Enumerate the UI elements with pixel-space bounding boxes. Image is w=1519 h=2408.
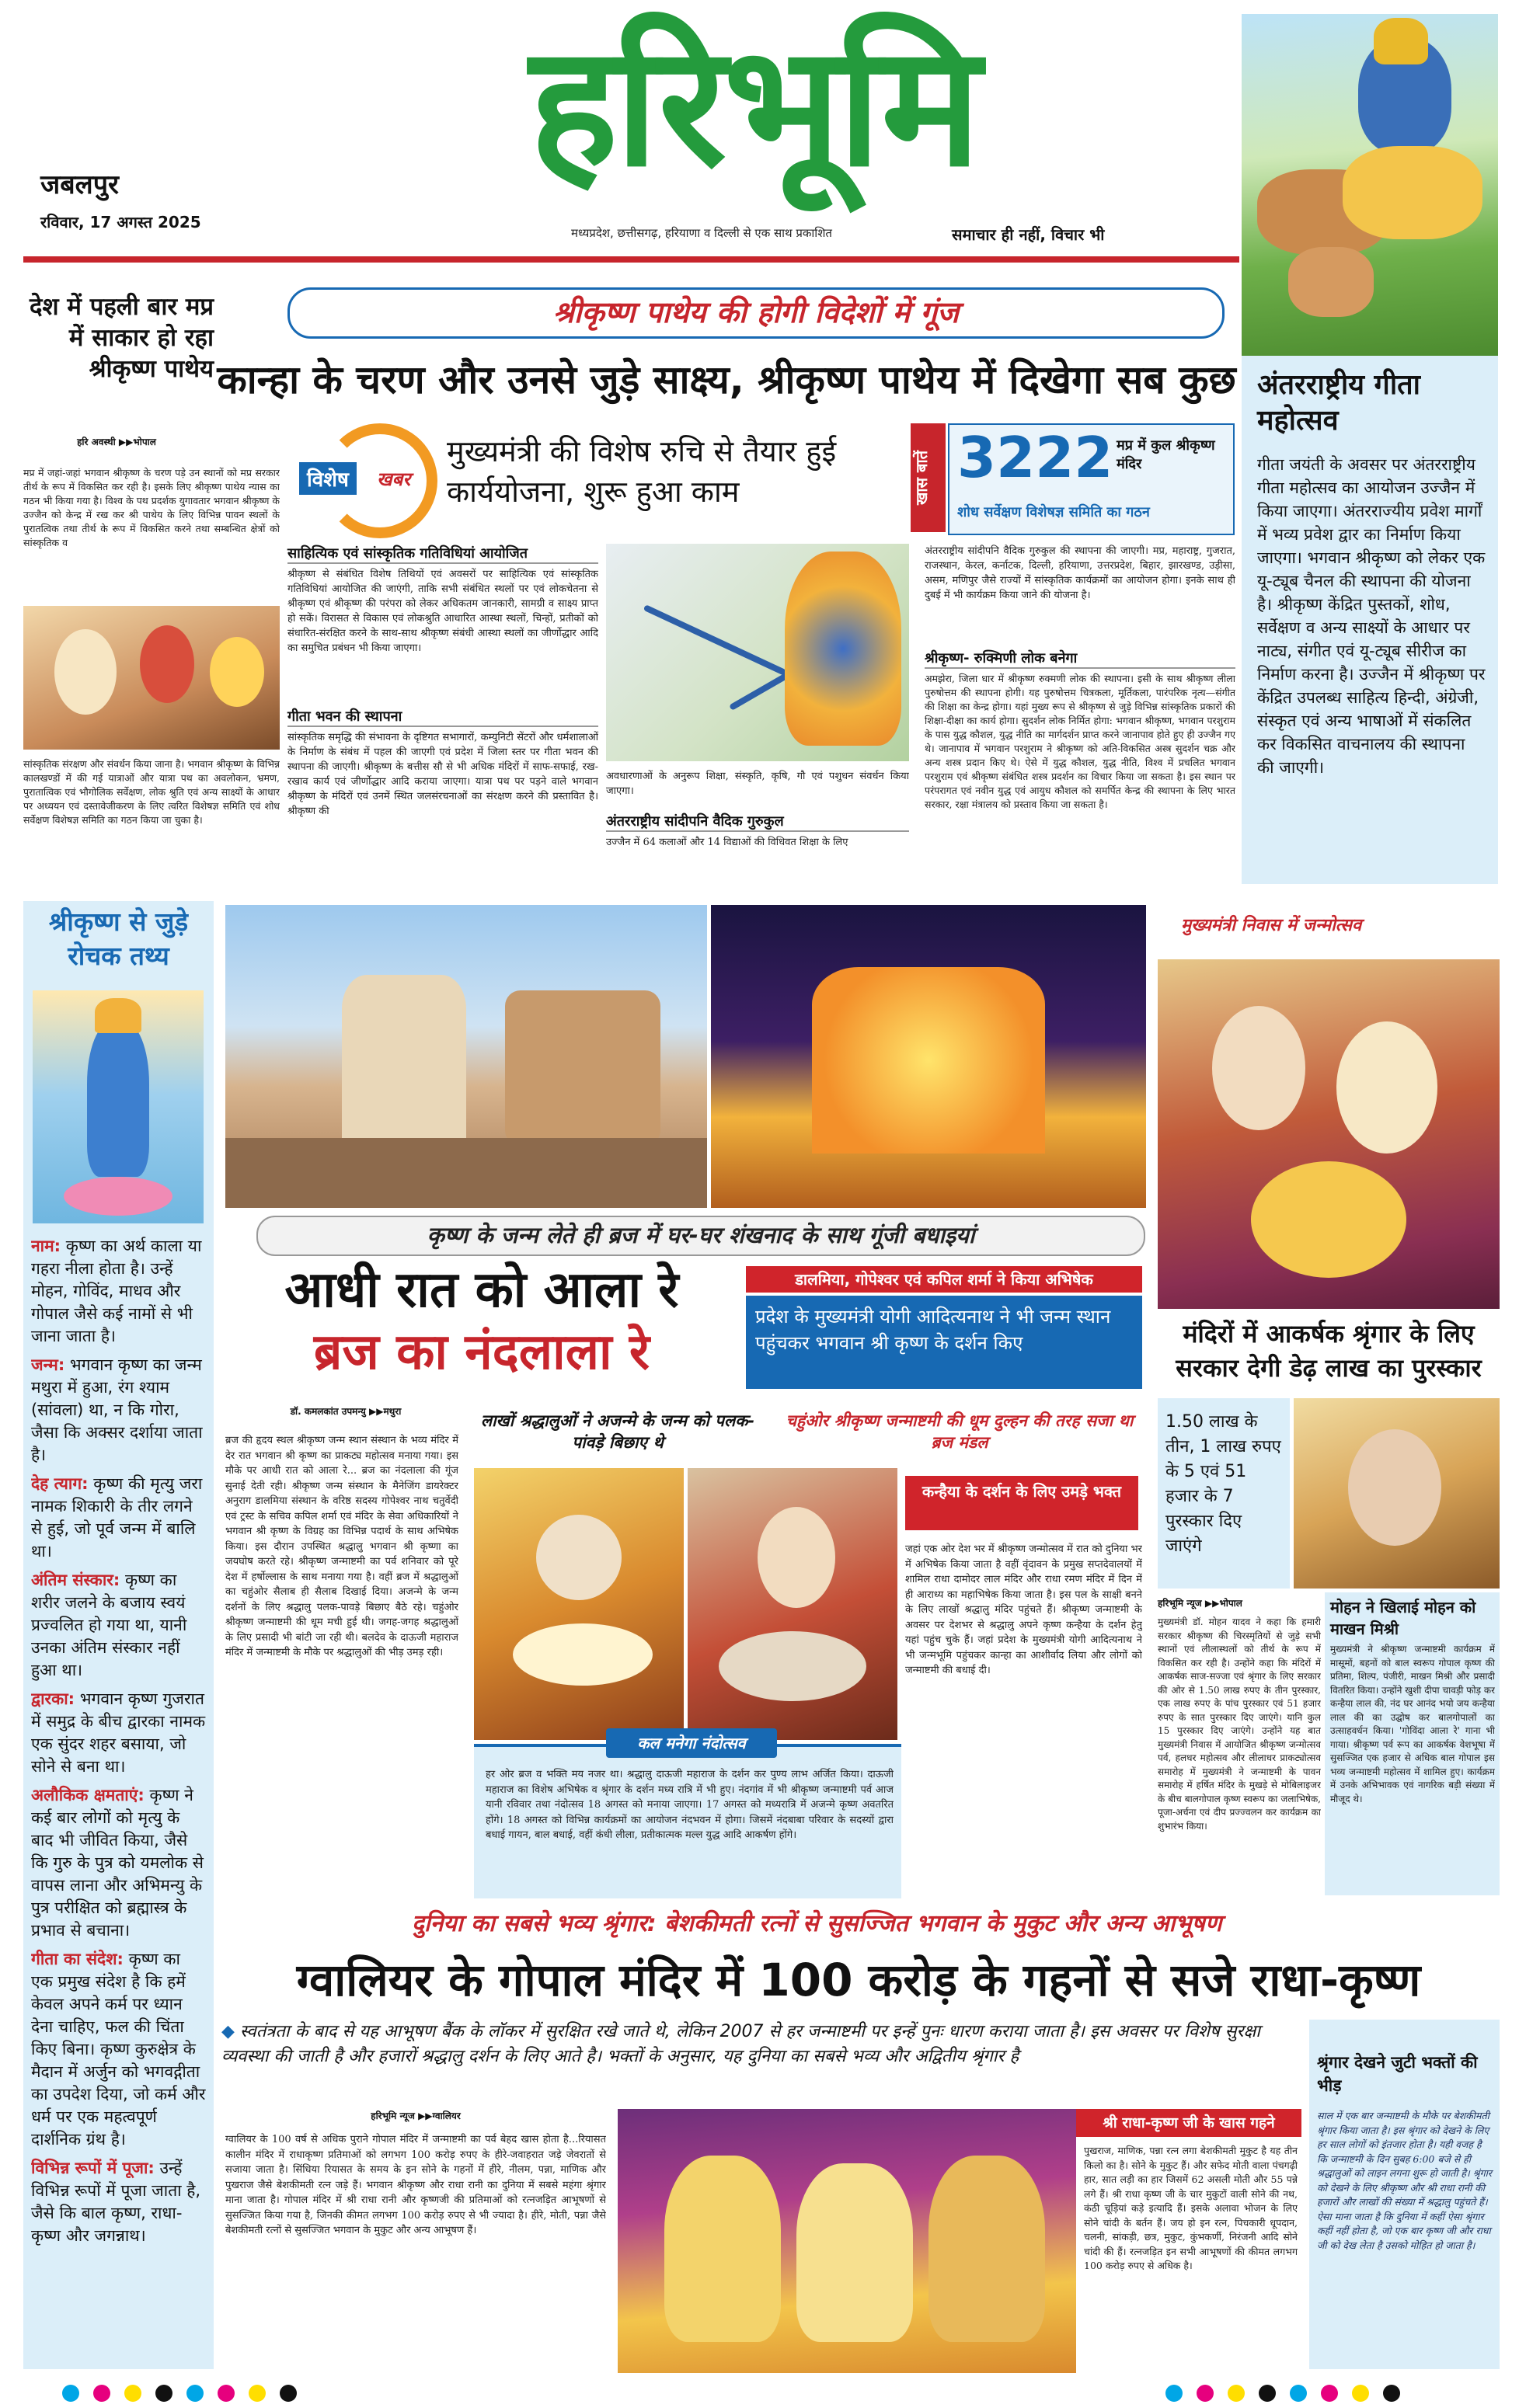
- masthead-logo: हरिभूमि: [529, 9, 978, 204]
- sec2-heading: गीता भवन की स्थापना: [287, 707, 598, 727]
- gita-body: गीता जयंती के अवसर पर अंतरराष्ट्रीय गीता महोत्सव का आयोजन उज्जैन में किया जाएगा। अंतरराज्यीय प्रवेश मार्गों में भव्य प्रवेश द्वार का निर्माण किया जाएगा। भगवान श्रीकृष्ण को लेकर एक यू-ट्यूब चैनल की स्थापना की योजना है। श्रीकृष्ण केंद्रित पुस्तकों, शोध, सर्वेक्षण व अन्य साक्ष्यों के आधार पर नाट्य, संगीत एवं यू-ट्यूब सीरीज का निर्माण करना है। उज्जैन में श्रीकृष्ण पर केंद्रित उपलब्ध साहित्य हिन्दी, अंग्रेजी, संस्कृत एवं अन्य भाषाओं में संकलित कर विकसित वाचनालय की स्थापना की जाएगी।: [1257, 455, 1486, 777]
- fact-item: अंतिम संस्कार: कृष्ण का शरीर जलने के बजाय स्वयं प्रज्वलित हो गया था, यानी उनका अंतिम संस्कार नहीं हुआ था।: [31, 1571, 187, 1679]
- sec1-heading: साहित्यिक एवं सांस्कृतिक गतिविधियां आयोजित: [287, 544, 598, 564]
- photo-tag-1: लाखों श्रद्धालुओं ने अजन्मे के जन्म को पलक-पांवड़े बिछाए थे: [480, 1411, 755, 1452]
- krishna-cow-photo: [1242, 14, 1498, 356]
- gita-title: अंतरराष्ट्रीय गीता महोत्सव: [1257, 369, 1420, 437]
- cm-body: मुख्यमंत्री डॉ. मोहन यादव ने कहा कि हमारी सरकार श्रीकृष्ण की चिरस्मृतियों से जुड़े सभी स्थानों एवं लीलास्थलों को तीर्थ के रूप में विकसित कर रही है। उन्होंने कहा कि मंदिरों में आकर्षक साज-सज्जा एवं श्रृंगार के लिए सरकार की ओर से 1.50 लाख रुपए के तीन पुरस्कार, एक लाख रुपए के पांच पुरस्कार एवं 51 हजार रुपए के सात पुरस्कार दिए जाएंगे। यानि कुल 15 पुरस्कार दिए जाएंगे। उन्होंने यह बात मुख्यमंत्री निवास में आयोजित श्रीकृष्ण जन्मोत्सव पर्व, हलधर महोत्सव और लीलाधर प्राकट्योत्सव समारोह में मुख्यमंत्री ने जन्माष्टमी के पावन समारोह में हर्षित मंदिर के मुखड़े से मोबिलाइजर के बीच बालगोपाल कृष्ण स्वरूप का जलाभिषेक, पूजा-अर्चना एवं दीप प्रज्ज्वलन कर कार्यक्रम का शुभारंभ किया।: [1158, 1616, 1321, 1832]
- fact-item: विभिन्न रूपों में पूजा: उन्हें विभिन्न रूपों में पूजा जाता है, जैसे कि बाल कृष्ण, राधा-कृष्ण और जगन्नाथ।: [31, 2159, 201, 2245]
- abhishek-photo-2: [688, 1468, 897, 1740]
- facts-list: [31, 1235, 206, 2369]
- makhan-headline: मोहन ने खिलाई मोहन को माखन मिश्री: [1330, 1598, 1476, 1638]
- temple-night-photo: [711, 905, 1146, 1208]
- mathura-headline-1: आधी रात को आला रे: [284, 1261, 679, 1319]
- cm-janmotsav-photo: [1158, 959, 1500, 1309]
- yogi-box: प्रदेश के मुख्यमंत्री योगी आदित्यनाथ ने भी जन्म स्थान पहुंचकर भगवान श्री कृष्ण के दर्शन किए: [746, 1296, 1142, 1389]
- fact-item: नाम: कृष्ण का अर्थ काला या गहरा नीला होता है। उन्हें मोहन, गोविंद, माधव और गोपाल जैसे कई नामों से भी जाना जाता है।: [31, 1237, 202, 1345]
- masthead-rule: [23, 256, 1239, 263]
- stat-sub: शोध सर्वेक्षण विशेषज्ञ समिति का गठन: [957, 504, 1150, 520]
- fact-item: द्वारका: भगवान कृष्ण गुजरात में समुद्र के बीच द्वारका नामक एक सुंदर शहर बसाया, जो सोने से बना था।: [31, 1689, 206, 1776]
- sec3-body: उज्जैन में 64 कलाओं और 14 विद्याओं की विधिवत शिक्षा के लिए: [606, 837, 848, 848]
- gehne-body: पुखराज, माणिक, पन्ना रत्न लगा बेशकीमती मुकुट है यह तीन किलो का है। सोने के मुकुट हैं। और सफेद मोती वाला पंचगढ़ी हार, सात लड़ी का हार जिसमें 62 असली मोती और 55 पन्ने लगे हैं। श्री राधा कृष्ण जी के चार मुकुटों वाली सोने की नथ, कंठी चूड़ियां कड़े इत्यादि हैं। इसके अलावा भोजन के लिए सोने चांदी के बर्तन हैं। जय हो इन रत्न, पिचकारी धूपदान, चलनी, सांकड़ी, छत्र, मुकुट, कुंभकर्णी, निरंजनी आदि सोने चांदी की हैं। रत्नजड़ित इन सभी आभूषणों की कीमत लगभग 100 करोड़ रुपए से अधिक है।: [1084, 2145, 1298, 2271]
- masthead-slogan: समाचार ही नहीं, विचार भी: [952, 225, 1105, 244]
- left-headline: देश में पहली बार मप्र में साकार हो रहा श्रीकृष्ण पाथेय: [30, 293, 214, 383]
- right-body-1: अंतरराष्ट्रीय सांदीपनि वैदिक गुरुकुल की स्थापना की जाएगी। मप्र, महाराष्ट्र, गुजरात, राजस्थान, केरल, कर्नाटक, दिल्ली, हरियाणा, उत्तरप्रदेश, बिहार, झारखण्ड, उड़ीसा, असम, मणिपुर जैसे राज्यों में सांस्कृतिक कार्यक्रमों का आयोजन होगा। इनके साथ ही दुबई में भी कार्यक्रम किया जाने की योजना है।: [925, 545, 1235, 601]
- vishesh-label: विशेष: [299, 462, 357, 495]
- gwalior-byline: हरिभूमि न्यूज ▶▶ग्वालियर: [371, 2110, 461, 2121]
- mathura-byline: डॉ. कमलकांत उपमन्यु ▶▶मथुरा: [290, 1406, 402, 1417]
- temple-day-photo: [225, 905, 707, 1208]
- gwalior-deck-text: स्वतंत्रता के बाद से यह आभूषण बैंक के लॉकर में सुरक्षित रखे जाते थे, लेकिन 2007 से हर जन्माष्टमी पर इन्हें पुनः धारण कराया जाता है। इस अवसर पर विशेष सुरक्षा व्यवस्था की जाती है और हजारों श्रद्धालु दर्शन के लिए आते है। भक्तों के अनुसार, यह दुनिया का सबसे भव्य और अद्वितीय श्रृंगार है: [221, 2022, 1260, 2066]
- abhishek-tag: डालमिया, गोपेश्वर एवं कपिल शर्मा ने किया अभिषेक: [746, 1266, 1142, 1293]
- edition-date: रविवार, 17 अगस्त 2025: [40, 213, 201, 231]
- top-story-subhead: मुख्यमंत्री की विशेष रुचि से तैयार हुई कार्ययोजना, शुरू हुआ काम: [447, 434, 837, 509]
- edition-city: जबलपुर: [40, 169, 119, 200]
- fact-item: जन्म: भगवान कृष्ण का जन्म मथुरा में हुआ, रंग श्याम (सांवला) था, न कि गोरा, जैसा कि अक्सर दर्शाया जाता है।: [31, 1355, 203, 1464]
- sec1-body: श्रीकृष्ण से संबंधित विशेष तिथियों एवं अवसरों पर साहित्यिक एवं सांस्कृतिक गतिविधियां आयोजित की जाएंगी, ताकि सभी संबंधित स्थलों पर एवं लोकचेतना से श्रीकृष्ण एवं श्रीकृष्ण की परंपरा को लेकर अधिकतम जानकारी, सामग्री व साक्ष्य प्राप्त हो सकें। विरासत से विकास एवं लोकश्रुति आधारित आस्था स्थलों, चिन्हों, प्रतीकों को संधारित-संरक्षित करने के साथ-साथ श्रीकृष्ण संबंधी आस्था स्थलों का जीर्णोद्धार आदि का समुचित प्रबंधन भी किया जाएगा।: [287, 569, 598, 654]
- print-registration-marks-right: [1165, 2385, 1414, 2402]
- nandotsav-body: हर ओर ब्रज व भक्ति मय नजर था। श्रद्धालु दाऊजी महाराज के दर्शन कर पुण्य लाभ अर्जित किया। दाऊजी महाराज का विशेष अभिषेक व श्रृंगार के दर्शन मध्य रात्रि में भी हुए। नंदगांव में भी श्रीकृष्ण जन्माष्टमी पर्व आज यानी रविवार तथा नंदोत्सव 18 अगस्त को मनाया जाएगा। 17 अगस्त को मध्यरात्रि में अजन्मे कृष्ण अवतरित होंगे। 18 अगस्त को विभिन्न कार्यक्रमों का आयोजन नंदभवन में होगा। जिसमें नंदबाबा परिवार के सदस्यों द्वारा बधाई गायन, बाल बधाई, वहीं कंधी लीला, प्रतीकात्मक मल्ल युद्ध आदि आकर्षण होंगे।: [486, 1769, 894, 1841]
- gita-sidebar: [1242, 356, 1498, 884]
- print-registration-marks: [62, 2385, 311, 2402]
- top-story-kicker: श्रीकृष्ण पाथेय की होगी विदेशों में गूंज: [287, 287, 1225, 339]
- cm-house-kicker: मुख्यमंत्री निवास में जन्मोत्सव: [1181, 916, 1362, 935]
- stat-label: मप्र में कुल श्रीकृष्ण मंदिर: [1117, 437, 1215, 472]
- left-body-2: सांस्कृतिक संरक्षण और संवर्धन किया जाना है। भगवान श्रीकृष्ण के विभिन्न कालखण्डों में की गई यात्राओं और यात्रा पथ का अवलोकन, भ्रमण, पुरातात्विक एवं भौगोलिक सर्वेक्षण, लोक श्रुति एवं अन्य साक्ष्यों के आधार पर अध्ययन एवं दस्तावेजीकरण के लिए त्वरित विशेषज्ञ समिति एवं शोध सर्वेक्षण विशेषज्ञ समिति का गठन किया जा चुका है।: [23, 758, 280, 826]
- mathura-body: ब्रज की हृदय स्थल श्रीकृष्ण जन्म स्थान संस्थान के भव्य मंदिर में देर रात भगवान श्री कृष्ण का प्राकट्य महोत्सव मनाया गया। इस मौके पर आधी रात को आला रे... ब्रज का नंदलाला की गूंज सुनाई देती रही। श्रीकृष्ण जन्म संस्थान के मैनेजिंग डायरेक्टर अनुराग डालमिया संस्थान के वरिष्ठ सदस्य गोपेश्वर नाथ चतुर्वेदी एवं ट्रस्ट के सचिव कपिल शर्मा एवं मंदिर के सेवा अधिकारियों ने भगवान श्री कृष्ण के विग्रह का विभिन्न पदार्थ के साथ अभिषेक किया। इस दौरान उपस्थित श्रद्धालु भगवान श्री कृष्णा का जयघोष करते रहे। श्रीकृष्ण जन्माष्टमी का पर्व शनिवार को पूरे देश में हर्षोल्लास के साथ मनाया गया है। वहीं ब्रज में श्रद्धालुओं का चहुंओर सैलाब ही सैलाब दिखाई दिया। अजन्मे के जन्म दर्शनों के लिए श्रद्धालु पलक-पावड़े बिछाए बैठे रहे। चहुंओर श्रीकृष्ण जन्माष्टमी की धूम मची हुई थी। जगह-जगह श्रद्धालुओं के लिए प्रसादी भी बांटी जा रही थी। बलदेव के दाऊजी महाराज मंदिर में जन्माष्टमी के मौके पर श्रद्धालुओं की भीड़ उमड़ रही।: [225, 1435, 458, 1658]
- prize-box: 1.50 लाख के तीन, 1 लाख रुपए के 5 एवं 51 हजार के 7 पुरस्कार दिए जाएंगे: [1158, 1398, 1290, 1589]
- masthead-states: मध्यप्रदेश, छत्तीसगढ़, हरियाणा व दिल्ली से एक साथ प्रकाशित: [571, 226, 832, 240]
- khabar-label: खबर: [377, 468, 411, 490]
- cm-children-photo: [23, 606, 280, 750]
- sec3-heading: अंतरराष्ट्रीय सांदीपनि वैदिक गुरुकुल: [606, 812, 909, 832]
- mathura-kicker: कृष्ण के जन्म लेते ही ब्रज में घर-घर शंखनाद के साथ गूंजी बधाइयां: [256, 1216, 1145, 1256]
- gwalior-headline: ग्वालियर के गोपाल मंदिर में 100 करोड़ के गहनों से सजे राधा-कृष्ण: [296, 1954, 1421, 2006]
- route-map-photo: [606, 544, 909, 761]
- facts-title: श्रीकृष्ण से जुड़े रोचक तथ्य: [48, 906, 189, 971]
- sec2-body: सांस्कृतिक समृद्धि की संभावना के दृष्टिगत सभागारों, कम्युनिटी सेंटरों और धर्मशालाओं के निर्माण के संबंध में पहल की जाएगी एवं प्रदेश में जिला स्तर पर गीता भवन की स्थापना की जाएगी। श्रीकृष्ण के बत्तीस सौ से भी अधिक मंदिरों में साफ-सफाई, रख-रखाव कार्य एवं जीर्णोद्धार आदि कराया जाएगा। यात्रा पथ पर पड़ने वाले भगवान श्रीकृष्ण के मंदिरों एवं उनमें स्थित जलसंरचनाओं का संरक्षण करने की प्रस्तावित है। श्रीकृष्ण की: [287, 732, 598, 817]
- stat-box: [948, 423, 1235, 535]
- mathura-headline-2: ब्रज का नंदलाला रे: [313, 1324, 650, 1381]
- nandotsav-tag: कल मनेगा नंदोत्सव: [606, 1728, 777, 1758]
- kanhaiya-tag: कन्हैया के दर्शन के लिए उमड़े भक्त: [905, 1476, 1138, 1530]
- fact-item: गीता का संदेश: कृष्ण का एक प्रमुख संदेश है कि हमें केवल अपने कर्म पर ध्यान देना चाहिए, फल की चिंता किए बिना। कृष्ण कुरुक्षेत्र के मैदान में अर्जुन को भगवद्गीता का उपदेश दिया, जो कर्म और धर्म पर एक महत्वपूर्ण दार्शनिक ग्रंथ है।: [31, 1950, 206, 2149]
- fact-item: देह त्याग: कृष्ण की मृत्यु जरा नामक शिकारी के तीर लगने से हुई, जो पूर्व जन्म में बालि था।: [31, 1474, 203, 1561]
- cm-byline: हरिभूमि न्यूज ▶▶भोपाल: [1158, 1598, 1242, 1609]
- stat-number: 3222: [957, 425, 1113, 490]
- deck-diamond-icon: ◆: [221, 2022, 235, 2041]
- gwalior-deck: [221, 2020, 1298, 2069]
- side-crowd-body: साल में एक बार जन्माष्टमी के मौके पर बेशकीमती श्रृंगार किया जाता है। इस श्रृंगार को देखने के लिए हर साल लोगों को इंतजार होता है। यही वजह है कि जन्माष्टमी के दिन सुबह 6:00 बजे से ही श्रद्धालुओं को लाइन लगना शुरू हो जाती है। श्रृंगार को देखने के लिए श्रीकृष्ण और श्री राधा रानी की हजारों और लाखों की संख्या में श्रद्धालु पहुंचते हैं। ऐसा माना जाता है कि दुनिया में कहीं ऐसा श्रृंगार कहीं नहीं होता है, जो एक बार कृष्ण जी और राधा जी को देख लेता है उसको मोहित हो जाता है।: [1317, 2110, 1493, 2251]
- gwalior-kicker: दुनिया का सबसे भव्य श्रृंगार: बेशकीमती रत्नों से सुसज्जित भगवान के मुकुट और अन्य आभूषण: [412, 1910, 1222, 1937]
- left-body-1: मप्र में जहां-जहां भगवान श्रीकृष्ण के चरण पड़े उन स्थानों को मप्र सरकार तीर्थ के रूप में विकसित कर रही है। इसके लिए श्रीकृष्ण पाथेय न्यास का गठन भी किया गया है। विश्व के पथ प्रदर्शक युगावतार भगवान श्रीकृष्ण के उज्जैन को केन्द्र में रख कर श्री पाथेय के लिए विभिन्न पावन स्थलों के पुरातत्विक तथा तीर्थ के रूप में विकसित करने तथा सम्बन्धित क्षेत्रों को सांस्कृतिक व: [23, 467, 280, 548]
- gwalior-body: ग्वालियर के 100 वर्ष से अधिक पुराने गोपाल मंदिर में जन्माष्टमी का पर्व बेहद खास होता है...रियासत कालीन मंदिर में राधाकृष्ण प्रतिमाओं को लगभग 100 करोड़ रुपए के हीरे-जवाहरात जड़े जेवरातों से सजाया जाता है। सिंधिया रियासत के समय के इन सोने के गहनों में हीरे, नीलम, पन्ना, माणिक और पुखराज जैसे बेशकीमती रत्न जड़े हैं। भगवान श्रीकृष्ण और राधा रानी का दुनिया में सबसे महंगा श्रृंगार माना जाता है। गोपाल मंदिर में श्री राधा रानी और कृष्णजी की प्रतिमाओं को रत्नजड़ित आभूषणों से सुसज्जित किया गया है, जिनकी कीमत लगभग 100 करोड़ रुपए से भी ज्यादा है। हीरे, मोती, पन्ना जैसे बेशकीमती रत्नों से सुसज्जित भगवान के मुकुट और अन्य आभूषण हैं।: [225, 2134, 606, 2236]
- makhan-body: मुख्यमंत्री ने श्रीकृष्ण जन्माष्टमी कार्यक्रम में मासूमों, बहनों को बाल स्वरूप गोपाल कृष्ण की प्रतिमा, शिल्प, पंजीरी, माखन मिश्री और प्रसादी वितरित किया। उन्होंने खुशी दीपा चावड़ी फोड़ कर कन्हैया लाल की, नंद घर आनंद भयो जय कन्हैया लाल की का उद्घोष कर बालगोपालों का उत्साहवर्धन किया। 'गोविंदा आला रे' गाना भी गाया। श्रीकृष्ण पर्व रूप का आकर्षक वेशभूषा में सुसज्जित एक हजार से अधिक बाल गोपाल इस भव्य जन्माष्टमी महोत्सव में शामिल हुए। कार्यक्रम में उनके अभिभावक एवं नागरिक बड़ी संख्या में मौजूद थे।: [1330, 1644, 1495, 1804]
- krishna-lotus-photo: [33, 990, 204, 1223]
- photo-tag-2: चहुंओर श्रीकृष्ण जन्माष्टमी की धूम दुल्हन की तरह सजा था ब्रज मंडल: [786, 1411, 1134, 1452]
- kanhaiya-body: जहां एक ओर देश भर में श्रीकृष्ण जन्मोत्सव में रात को दुनिया भर में अभिषेक किया जाता है वहीं वृंदावन के प्रमुख सप्तदेवालयों में शामिल राधा दामोदर लाल मंदिर और राधा रमण मंदिर में दिन में ही आराध्य का महाभिषेक किया जाता है। इस पल के साक्षी बनने के लिए लाखों श्रद्धालु मंदिर पहुंचते हैं। श्रीकृष्ण जन्माष्टमी के अवसर पर देशभर से श्रद्धालु अपने कृष्ण कन्हैया के दर्शन हेतु यहां पहुंच चुके हैं। जहां प्रदेश के मुख्यमंत्री योगी आदित्यनाथ ने भी जन्मभूमि पहुंचकर कान्हा का आशीर्वाद लिया और लोगों को जन्माष्टमी की बधाई दी।: [905, 1543, 1142, 1676]
- fact-item: अलौकिक क्षमताएं: कृष्ण ने कई बार लोगों को मृत्यु के बाद भी जीवित किया, जैसे कि गुरु के पुत्र को यमलोक से वापस लाना और अभिमन्यु के पुत्र परीक्षित को ब्रह्मास्त्र के प्रभाव से बचाना।: [31, 1786, 204, 1940]
- sec4-heading: श्रीकृष्ण- रुक्मिणी लोक बनेगा: [925, 649, 1235, 669]
- right-body-2: अमझेरा, जिला धार में श्रीकृष्ण रुक्मणी लोक की स्थापना। इसी के साथ श्रीकृष्ण लीला पुरुषोत्तम की स्थापना होगी। यह पुरुषोत्तम चित्रकला, मूर्तिकला, पारंपरिक नृत्य—संगीत की शिक्षा का केन्द्र होगा। यहां मुख्य रूप से श्रीकृष्ण से जुड़े विभिन्न सांस्कृतिक प्रकारों की शिक्षा-दीक्षा का कार्य होगा। सुदर्शन लोक निर्मित होगा: भगवान श्रीकृष्ण, भगवान परशुराम के पास युद्ध कौशल, युद्ध नीति का मार्गदर्शन प्राप्त करने जानापाव होते हुए ही उज्जैन गए थे। जानापाव में भगवान परशुराम ने श्रीकृष्ण को अति-विकसित अस्त्र सुदर्शन चक्र और अन्य शस्त्र प्रदान किए थे। ऐसे में युद्ध कौशल, युद्ध नीति, विश्व में प्रचलित भगवान परशुराम एवं श्रीकृष्ण संबंधित शस्त्र प्रदर्शन का विचार किया जा सकता है। इस स्थान पर परंपरागत एवं नवीन युद्ध एवं आयुध कौशल को समर्पित केन्द्र की स्थापना के लिए भारत सरकार, रक्षा मंत्रालय को प्रस्ताव किया जा सकता है।: [925, 673, 1235, 810]
- khas-baate-tag: खास बातें: [911, 423, 946, 532]
- cm-idol-photo: [1294, 1398, 1500, 1589]
- left-byline: हरि अवस्थी ▶▶भोपाल: [77, 437, 156, 447]
- vishesh-khabar-badge: [299, 423, 435, 540]
- radha-krishna-jewel-photo: [618, 2109, 1076, 2373]
- abhishek-photo-1: [474, 1468, 684, 1740]
- gehne-tag: श्री राधा-कृष्ण जी के खास गहने: [1076, 2109, 1301, 2137]
- top-story-headline: कान्हा के चरण और उनसे जुड़े साक्ष्य, श्रीकृष्ण पाथेय में दिखेगा सब कुछ: [217, 357, 1236, 402]
- cm-house-headline: मंदिरों में आकर्षक श्रृंगार के लिए सरकार देगी डेढ़ लाख का पुरस्कार: [1176, 1319, 1482, 1383]
- map-caption: अवधारणाओं के अनुरूप शिक्षा, संस्कृति, कृषि, गौ एवं पशुधन संवर्धन किया जाएगा।: [606, 771, 909, 797]
- side-crowd-headline: श्रृंगार देखने जुटी भक्तों की भीड़: [1317, 2053, 1478, 2095]
